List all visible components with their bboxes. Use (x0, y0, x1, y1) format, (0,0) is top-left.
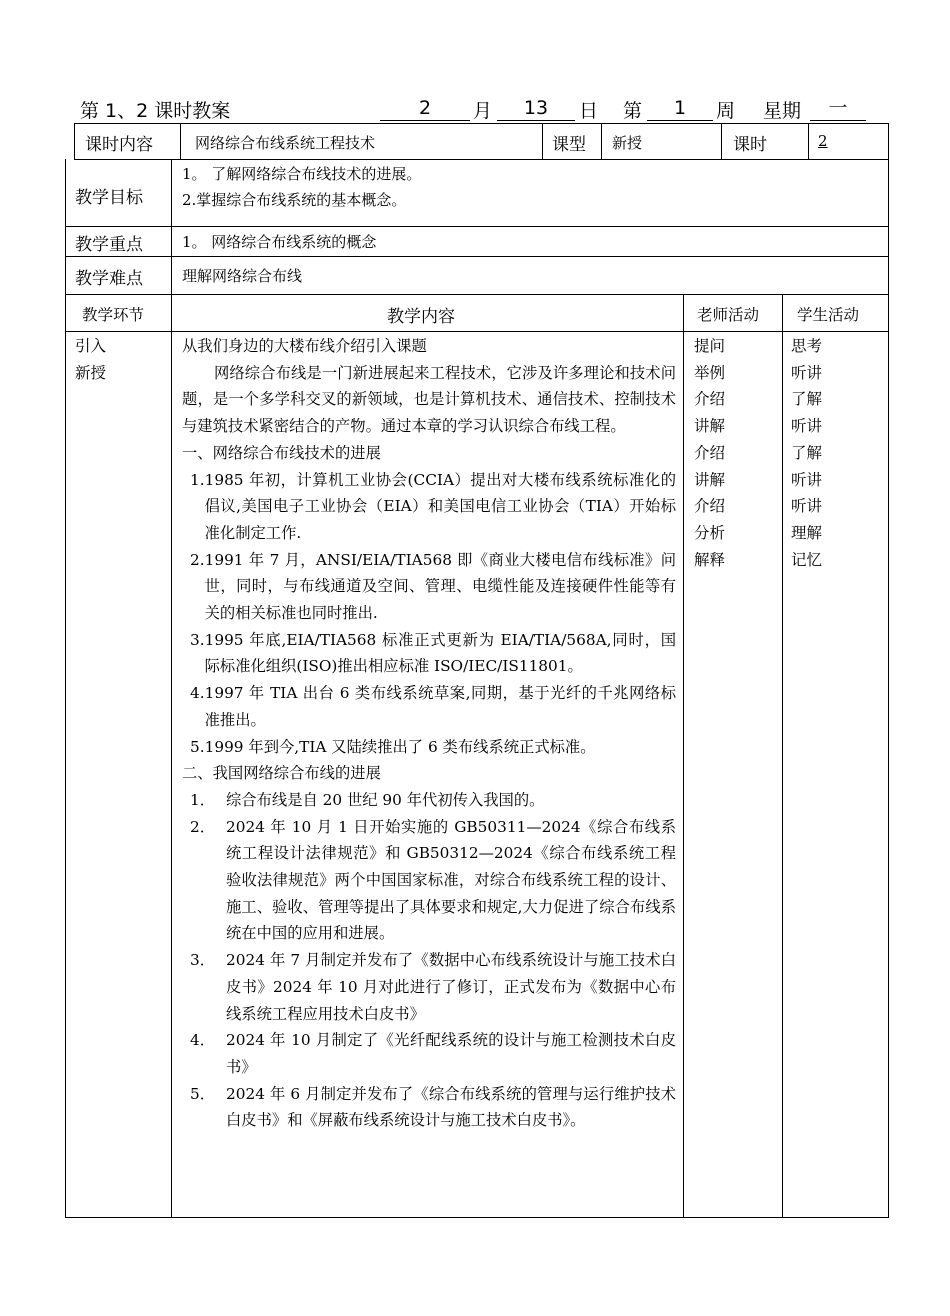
student-activity: 记忆 (791, 550, 823, 569)
objective-item: 2.掌握综合布线系统的基本概念。 (182, 191, 407, 209)
stage-list (75, 333, 106, 386)
type-label: 课型 (552, 135, 586, 155)
rule (808, 123, 809, 159)
student-activity: 听讲 (791, 470, 823, 489)
rule (65, 256, 889, 257)
list-item: 5． 2024 年 6 月制定并发布了《综合布线系统的管理与运行维护技术白皮书》和《屏蔽布线系统设计与施工技术白皮书》。 (190, 1084, 676, 1130)
hours-label: 课时 (733, 135, 767, 155)
difficulties-label: 教学难点 (75, 269, 143, 289)
week-prefix: 第 (623, 100, 643, 122)
rule (888, 123, 889, 1218)
rule (65, 159, 66, 1218)
teacher-activity: 讲解 (694, 470, 726, 489)
teacher-activity: 讲解 (694, 417, 726, 436)
list-item: 1． 综合布线是自 20 世纪 90 年代初传入我国的。 (190, 790, 545, 809)
teacher-activity: 解释 (694, 550, 726, 569)
stage-item: 引入 (75, 337, 107, 355)
stage-item: 新授 (75, 363, 107, 382)
rule (74, 123, 889, 124)
rule (542, 123, 543, 159)
rule (683, 294, 684, 1218)
col-header-teacher: 老师活动 (697, 306, 760, 324)
list-item: 3． 2024 年 7 月制定并发布了《数据中心布线系统设计与施工技术白皮书》2024 年 10 月对此进行了修订，正式发布为《数据中心布线系统工程应用技术白皮书》 (190, 951, 676, 1023)
student-activity-list (791, 333, 822, 573)
month-value: 2 (380, 96, 470, 121)
list-item: 1. 1985 年初，计算机工业协会(CCIA）提出对大楼布线系统标准化的倡议,美国电子工业协会（EIA）和美国电信工业协会（TIA）开始标准化制定工作. (190, 470, 676, 542)
rule (171, 159, 172, 1218)
student-activity: 听讲 (791, 363, 823, 382)
rule (65, 1217, 889, 1218)
objectives-label: 教学目标 (75, 188, 143, 208)
content-value: 网络综合布线系统工程技术 (195, 134, 376, 152)
rule (601, 123, 602, 159)
hours-value: 2 (818, 132, 828, 150)
list-item: 4． 2024 年 10 月制定了《光纤配线系统的设计与施工检测技术白皮书》 (190, 1031, 676, 1076)
teacher-activity: 介绍 (694, 390, 726, 409)
student-activity: 听讲 (791, 417, 823, 436)
week-value: 1 (647, 96, 713, 121)
rule (65, 331, 889, 332)
col-header-content: 教学内容 (387, 307, 455, 327)
list-item: 4. 1997 年 TIA 出台 6 类布线系统草案,同期，基于光纤的千兆网络标准推出。 (190, 684, 676, 729)
teacher-activity: 介绍 (694, 497, 726, 516)
rule (65, 294, 889, 295)
rule (74, 159, 889, 160)
day-label: 日 (579, 100, 599, 122)
section-heading: 二、我国网络综合布线的进展 (182, 764, 381, 783)
student-activity: 思考 (791, 337, 823, 355)
teacher-activity-list (694, 333, 725, 573)
teacher-activity: 提问 (694, 337, 726, 355)
rule (782, 294, 783, 1218)
month-label: 月 (473, 100, 493, 122)
rule (74, 123, 75, 159)
type-value: 新授 (612, 134, 643, 152)
teacher-activity: 介绍 (694, 443, 726, 462)
lesson-header (80, 96, 880, 124)
difficulties-value: 理解网络综合布线 (182, 267, 303, 285)
col-header-stage: 教学环节 (82, 306, 145, 324)
list-item: 2. 1991 年 7 月，ANSI/EIA/TIA568 即《商业大楼电信布线标准》问世，同时，与布线通道及空间、管理、电缆性能及连接硬件性能等有关的相关标准也同时推出. (190, 550, 676, 623)
student-activity: 了解 (791, 390, 823, 409)
objective-item: 1。 了解网络综合布线技术的进展。 (182, 165, 422, 183)
day-value: 13 (497, 96, 575, 121)
list-item: 2． 2024 年 10 月 1 日开始实施的 GB50311—2024《综合布线系统工程设计法律规范》和 GB50312—2024《综合布线系统工程验收法律规范》两个中国国家标准，对综合布线系统工程的设计、施工、验收、管理等提出了具体要求和规定,大力促进了综合布线系统在中国的应用和进展。 (190, 817, 676, 943)
section-heading: 一、网络综合布线技术的进展 (182, 443, 381, 462)
intro-paragraph: 网络综合布线是一门新进展起来工程技术，它涉及许多理论和技术问题，是一个多学科交叉的新领域，也是计算机技术、通信技术、控制技术与建筑技术紧密结合的产物。通过本章的学习认识综合布线工程。 (182, 363, 676, 436)
rule (65, 226, 889, 227)
col-header-student: 学生活动 (797, 306, 860, 324)
content-label: 课时内容 (85, 135, 153, 155)
key-points-label: 教学重点 (75, 235, 143, 255)
lesson-title: 第 1、2 课时教案 (80, 100, 231, 122)
student-activity: 了解 (791, 443, 823, 462)
student-activity: 听讲 (791, 497, 823, 516)
student-activity: 理解 (791, 523, 823, 542)
weekday-label: 星期 (763, 100, 802, 122)
teacher-activity: 举例 (694, 363, 726, 382)
key-points-value: 1。 网络综合布线系统的概念 (182, 233, 377, 251)
list-item: 5. 1999 年到今,TIA 又陆续推出了 6 类布线系统正式标准。 (190, 737, 596, 756)
lesson-content (182, 333, 676, 1134)
rule (721, 123, 722, 159)
week-label: 周 (716, 100, 736, 122)
list-item: 3. 1995 年底,EIA/TIA568 标准正式更新为 EIA/TIA/568A,同时，国际标准化组织(ISO)推出相应标准 ISO/IEC/IS11801。 (190, 630, 676, 676)
intro-line: 从我们身边的大楼布线介绍引入课题 (182, 337, 427, 355)
teacher-activity: 分析 (694, 523, 726, 542)
rule (180, 123, 181, 159)
weekday-value: 一 (810, 96, 866, 121)
